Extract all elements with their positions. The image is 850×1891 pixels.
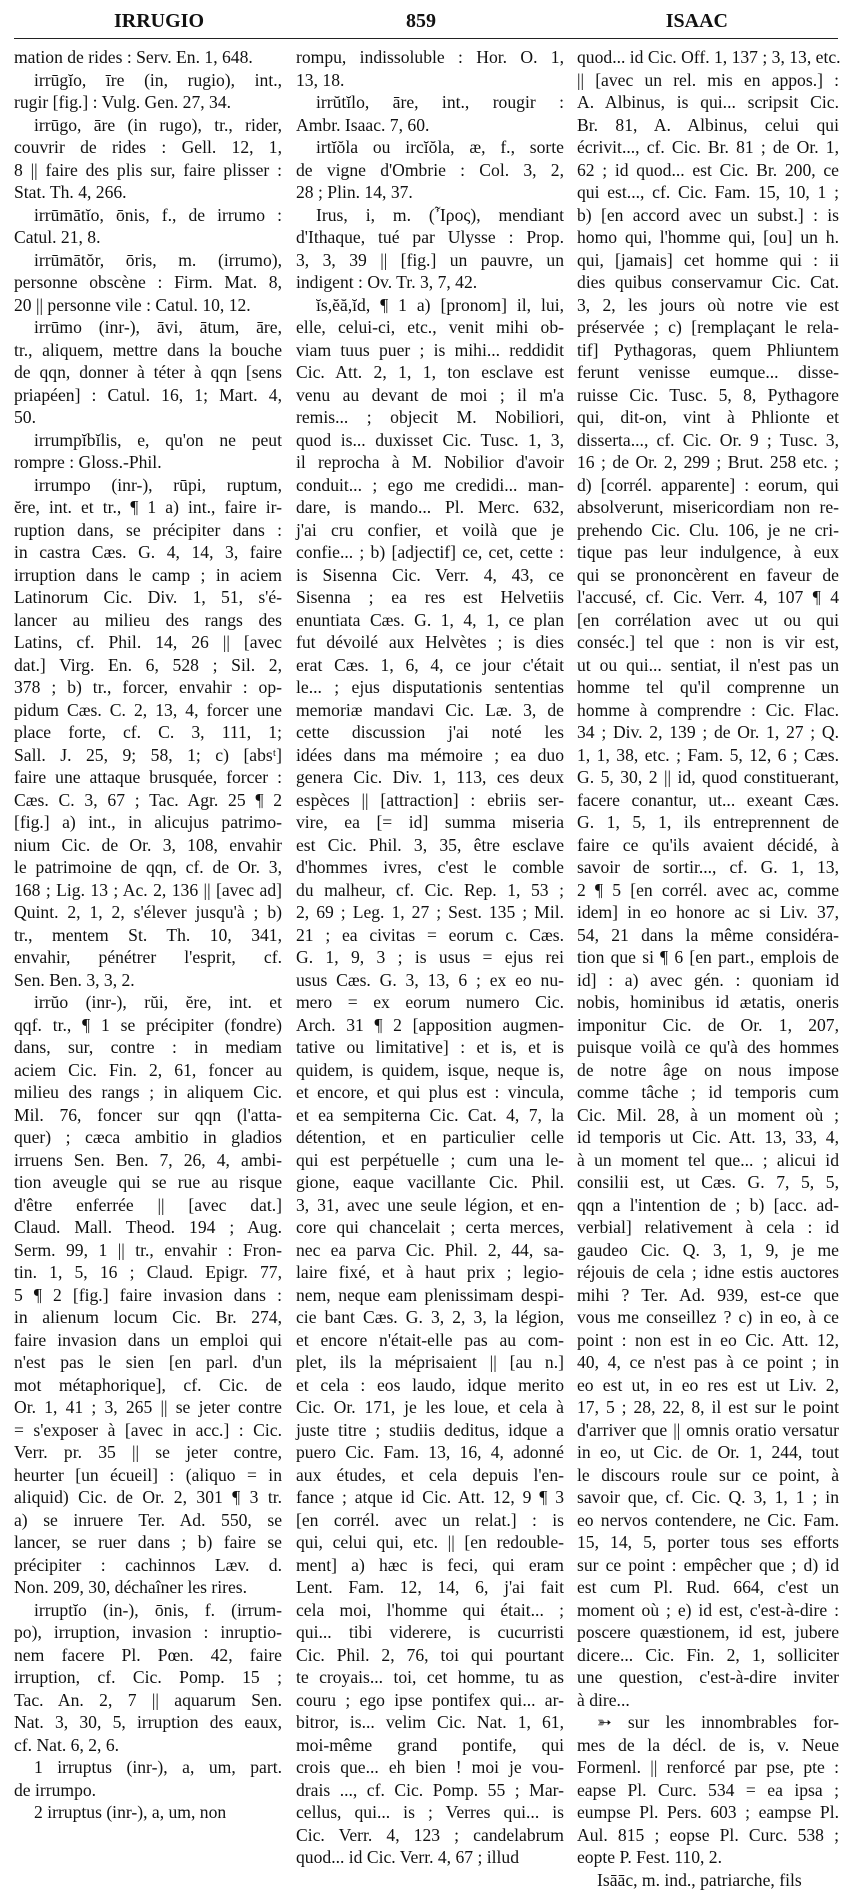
text-line: espèces || [attraction] : ebriis ser- [296,789,564,812]
text-line: Or. 1, 41 ; 3, 265 || se jeter contre [14,1396,282,1419]
text-line: 8 || faire des plis sur, faire plisser : [14,159,282,182]
text-line: viam tuus puer ; is mihi... reddidit [296,339,564,362]
text-line: faire invasion dans un emploi qui [14,1329,282,1352]
text-line: eapse Pl. Curc. 534 = ea ipsa ; [577,1779,839,1802]
text-line: poscere quæstionem, id est, jubere [577,1621,839,1644]
text-line: b) [en accord avec un subst.] : is [577,204,839,227]
text-line: A. Albinus, is qui... scripsit Cic. [577,91,839,114]
text-line: n'est pas le sien [en parl. d'un [14,1351,282,1374]
text-line: vire, ea [= id] summa miseria [296,811,564,834]
text-line: préservée ; c) [remplaçant le rela- [577,316,839,339]
text-line: aciem Cic. Fin. 2, 61, foncer au [14,1059,282,1082]
text-line: dat.] Virg. En. 6, 528 ; Sil. 2, [14,654,282,677]
text-line: est Cic. Phil. 3, 35, être esclave [296,834,564,857]
text-line: le... ; ejus disputationis sententias [296,676,564,699]
text-line: ĕre, int. et tr., ¶ 1 a) int., faire ir- [14,496,282,519]
text-line: sur ce point : empêcher que ; d) id [577,1554,839,1577]
entry-headword-line: irrŭtĭlo, āre, int., rougir : [296,91,564,114]
text-line: 3, 2, les jours où notre vie est [577,294,839,317]
text-line: Claud. Mall. Theod. 194 ; Aug. [14,1216,282,1239]
text-line: cf. Nat. 6, 2, 6. [14,1734,282,1757]
text-line: d'hommes ivres, c'est le comble [296,856,564,879]
text-line: tion aveugle qui se rue au risque [14,1171,282,1194]
text-line: consilii est, ut Cæs. G. 7, 5, 5, [577,1171,839,1194]
text-line: faire une attaque brusquée, forcer : [14,766,282,789]
text-line: prehendo Cic. Clu. 106, je ne cri- [577,519,839,542]
text-line: milieu des rangs ; in aliquem Cic. [14,1081,282,1104]
text-line: quidem, is quidem, isque, neque is, [296,1059,564,1082]
text-line: faire ce qu'ils avaient décidé, à [577,834,839,857]
text-line: personne obscène : Firm. Mat. 8, [14,271,282,294]
text-line: priapéen] : Catul. 16, 1; Mart. 4, [14,384,282,407]
text-line: écrivit..., cf. Cic. Br. 81 ; de Or. 1, [577,136,839,159]
entry-headword-line: ➳ sur les innombrables for- [577,1711,839,1734]
text-line: mation de rides : Serv. En. 1, 648. [14,46,282,69]
text-line: une question, c'est-à-dire inviter [577,1666,839,1689]
text-line: indigent : Ov. Tr. 3, 7, 42. [296,271,564,294]
text-line: [en corrélation avec ut ou qui [577,609,839,632]
text-line: Cic. Mil. 28, à un moment où ; [577,1104,839,1127]
text-line: idem] in eo honore ac si Liv. 37, [577,901,839,924]
text-line: point : non est in eo Cic. Att. 12, [577,1329,839,1352]
text-line: 2, 69 ; Leg. 1, 27 ; Sest. 135 ; Mil. [296,901,564,924]
text-line: et encore n'était-elle pas au com- [296,1329,564,1352]
text-line: lancer, se ruer dans ; b) faire se [14,1531,282,1554]
text-line: conduit... ; ego me credidi... man- [296,474,564,497]
text-line: comme tâche ; id temporis cum [577,1081,839,1104]
text-line: et encore, et qui plus est : vincula, [296,1081,564,1104]
text-line: d'arriver que || omnis oratio versatur [577,1419,839,1442]
entry-headword-line: ĭs,ĕă,ĭd, ¶ 1 a) [pronom] il, lui, [296,294,564,317]
entry-headword-line: Irus, i, m. (Ἶρος), mendiant [296,204,564,227]
text-line: dies quibus conservamur Cic. Cat. [577,271,839,294]
text-line: 1, 1, 38, etc. ; Fam. 5, 12, 6 ; Cæs. [577,744,839,767]
text-line: absolverunt, misericordiam non re- [577,496,839,519]
text-line: 62 ; id quod... est Cic. Br. 200, ce [577,159,839,182]
text-line: disserta..., cf. Cic. Or. 9 ; Tusc. 3, [577,429,839,452]
text-line: Quint. 2, 1, 2, s'élever jusqu'à ; b) [14,901,282,924]
text-line: 34 ; Div. 2, 139 ; de Or. 1, 27 ; Q. [577,721,839,744]
text-line: qui, celui qui, etc. || [en redouble- [296,1531,564,1554]
entry-headword-line: irrūmātŏr, ōris, m. (irrumo), [14,249,282,272]
text-line: nobis, hominibus id ætatis, oneris [577,991,839,1014]
text-line: mihi ? Ter. Ad. 939, est-ce que [577,1284,839,1307]
text-line: cette discussion j'ai noté les [296,721,564,744]
text-line: qui... tibi viderere, is cucurristi [296,1621,564,1644]
text-line: qui est..., cf. Cic. Fam. 15, 10, 1 ; [577,181,839,204]
text-line: Sen. Ben. 3, 3, 2. [14,969,282,992]
text-line: Latins, cf. Phil. 14, 26 || [avec [14,631,282,654]
text-line: quod is... duxisset Cic. Tusc. 1, 3, [296,429,564,452]
text-line: 13, 18. [296,69,564,92]
text-line: 3, 31, avec une seule légion, et en- [296,1194,564,1217]
text-line: drais ..., cf. Cic. Pomp. 55 ; Mar- [296,1779,564,1802]
text-line: il reprocha à M. Nobilior d'avoir [296,451,564,474]
running-header [14,8,838,39]
text-line: ut ou qui... sentiat, il n'est pas un [577,654,839,677]
text-line: est cum Pl. Rud. 664, c'est un [577,1576,839,1599]
text-line: homme tel qu'il comprenne un [577,676,839,699]
text-line: rugir [fig.] : Vulg. Gen. 27, 34. [14,91,282,114]
text-line: in castra Cæs. G. 4, 14, 3, faire [14,541,282,564]
text-line: dare, is mando... Pl. Merc. 632, [296,496,564,519]
text-line: Sall. J. 25, 9; 58, 1; c) [absᵗ] [14,744,282,767]
text-line: tion que si ¶ 6 [en part., emplois de [577,946,839,969]
entry-headword-line: irrūgĭo, īre (in, rugio), int., [14,69,282,92]
text-line: dans, sur, contre : in mediam [14,1036,282,1059]
text-line: quer) ; cæca ambitio in gladios [14,1126,282,1149]
text-line: id temporis ut Cic. Att. 13, 33, 4, [577,1126,839,1149]
text-line: cellus, qui... is ; Verres qui... is [296,1801,564,1824]
text-line: mes de la décl. de is, v. Neue [577,1734,839,1757]
text-line: à un moment tel que... ; alicui id [577,1149,839,1172]
text-line: nec ea parva Cic. Phil. 2, 44, sa- [296,1239,564,1262]
text-line: Latinorum Cic. Div. 1, 51, s'é- [14,586,282,609]
text-line: 28 ; Plin. 14, 37. [296,181,564,204]
text-line: gione, eaque vacillante Cic. Phil. [296,1171,564,1194]
text-line: mot métaphorique], cf. Cic. de [14,1374,282,1397]
text-line: 15, 14, 5, porter tous ses efforts [577,1531,839,1554]
text-line: Cic. Att. 2, 1, 1, ton esclave est [296,361,564,384]
text-line: bitror, is... velim Cic. Nat. 1, 61, [296,1711,564,1734]
text-line: plet, ils la méprisaient || [au n.] [296,1351,564,1374]
text-line: memoriæ mandavi Cic. Læ. 3, de [296,699,564,722]
entry-headword-line: 1 irruptus (inr-), a, um, part. [14,1756,282,1779]
column-right [577,46,839,1356]
text-line: rompre : Gloss.-Phil. [14,451,282,474]
text-line: puero Cic. Fam. 13, 16, 4, adonné [296,1441,564,1464]
text-line: nem facere Pl. Pœn. 42, faire [14,1644,282,1667]
text-line: ferunt venisse eumque... disse- [577,361,839,384]
text-line: tin. 1, 5, 16 ; Claud. Epigr. 77, [14,1261,282,1284]
text-line: le patrimoine de qqn, cf. de Or. 3, [14,856,282,879]
text-line: confie... ; b) [adjectif] ce, cet, cette : [296,541,564,564]
text-line: core qui chancelait ; certa merces, [296,1216,564,1239]
text-line: 17, 5 ; 28, 22, 8, il est sur le point [577,1396,839,1419]
text-line: Ambr. Isaac. 7, 60. [296,114,564,137]
text-line: is Sisenna Cic. Verr. 4, 43, ce [296,564,564,587]
text-line: heurter [un écueil] : (aliquo = in [14,1464,282,1487]
text-line: de notre âge on nous impose [577,1059,839,1082]
text-line: Cic. Or. 171, je les loue, et cela à [296,1396,564,1419]
text-line: Sisenna ; ea res est Helvetiis [296,586,564,609]
text-line: nem, neque eam plenissimam despi- [296,1284,564,1307]
text-line: Verr. pr. 35 || se jeter contre, [14,1441,282,1464]
column-middle [296,46,564,1356]
text-line: puisque voilà ce qu'à des hommes [577,1036,839,1059]
text-line: cela moi, l'homme qui était... ; [296,1599,564,1622]
column-left [14,46,282,1356]
text-line: Stat. Th. 4, 266. [14,181,282,204]
text-line: 54, 21 dans la même considéra- [577,924,839,947]
text-line: tif] Pythagoras, quem Phliuntem [577,339,839,362]
page-number: 859 [406,10,436,33]
text-line: eopte P. Fest. 110, 2. [577,1846,839,1869]
text-line: le discours roule sur ce point, à [577,1464,839,1487]
text-line: quod... id Cic. Off. 1, 137 ; 3, 13, etc. [577,46,839,69]
text-line: venu au devant de moi ; il m'a [296,384,564,407]
entry-headword-line: Isāāc, m. ind., patriarche, fils [577,1869,839,1891]
text-line: ruisse Cic. Tusc. 5, 8, Pythagore [577,384,839,407]
text-line: Tac. An. 2, 7 || aquarum Sen. [14,1689,282,1712]
text-line: Cic. Verr. 4, 123 ; candelabrum [296,1824,564,1847]
text-line: G. 5, 30, 2 || id, quod constituerant, [577,766,839,789]
text-line: fut dévoilé aux Helvètes ; is dies [296,631,564,654]
text-line: eumpse Pl. Pers. 603 ; eampse Pl. [577,1801,839,1824]
text-line: G. 1, 9, 3 ; is usus = ejus rei [296,946,564,969]
text-line: conséc.] tel que : non is vir est, [577,631,839,654]
text-line: quod... id Cic. Verr. 4, 67 ; illud [296,1846,564,1869]
text-line: 168 ; Lig. 13 ; Ac. 2, 136 || [avec ad] [14,879,282,902]
text-line: tr., aliquem, mettre dans la bouche [14,339,282,362]
header-right-guide-word: ISAAC [666,10,728,33]
entry-headword-line: irruptĭo (in-), ōnis, f. (irrum- [14,1599,282,1622]
text-line: précipiter : cachinnos Læv. d. [14,1554,282,1577]
entry-headword-line: irrūgo, āre (in rugo), tr., rider, [14,114,282,137]
text-line: ruption dans, se précipiter dans : [14,519,282,542]
text-line: elle, celui-ci, etc., venit mihi ob- [296,316,564,339]
text-line: = s'exposer à [avec in acc.] : Cic. [14,1419,282,1442]
text-line: Serm. 99, 1 || tr., envahir : Fron- [14,1239,282,1262]
text-line: Non. 209, 30, déchaîner les rires. [14,1576,282,1599]
entry-headword-line: irrumpĭbĭlis, e, qu'on ne peut [14,429,282,452]
text-line: j'ai cru confier, et voilà que je [296,519,564,542]
text-line: de qqn, donner à téter à qqn [sens [14,361,282,384]
text-line: aliquid) Cic. de Or. 2, 301 ¶ 3 tr. [14,1486,282,1509]
text-line: imponitur Cic. de Or. 1, 207, [577,1014,839,1037]
text-line: 40, 4, ce n'est pas à ce point ; in [577,1351,839,1374]
header-left-guide-word: IRRUGIO [114,10,204,33]
text-line: tr., mentem St. Th. 10, 341, [14,924,282,947]
text-line: savoir de sortir..., cf. G. 1, 13, [577,856,839,879]
text-line: gaudeo Cic. Q. 3, 1, 9, je me [577,1239,839,1262]
text-line: Mil. 76, foncer sur qqn (l'atta- [14,1104,282,1127]
text-line: irruens Sen. Ben. 7, 26, 4, ambi- [14,1149,282,1172]
text-line: Nat. 3, 30, 5, irruption des eaux, [14,1711,282,1734]
text-line: 5 ¶ 2 [fig.] faire invasion dans : [14,1284,282,1307]
text-line: id] : a) avec gén. : quoniam id [577,969,839,992]
text-line: 3, 3, 39 || [fig.] un pauvre, un [296,249,564,272]
text-line: Formenl. || renforcé par pse, pte : [577,1756,839,1779]
text-line: eo est ut, in eo res est ut Liv. 2, [577,1374,839,1397]
text-line: qui, [jamais] cet homme qui : ii [577,249,839,272]
text-line: d) [corrél. apparente] : eorum, qui [577,474,839,497]
text-line: irruption, cf. Cic. Pomp. 15 ; [14,1666,282,1689]
text-line: savoir que, cf. Cic. Q. 3, 1, 1 ; in [577,1486,839,1509]
text-line: Lent. Fam. 12, 14, 6, j'ai fait [296,1576,564,1599]
text-line: in alienum locum Cic. Br. 274, [14,1306,282,1329]
text-line: enuntiata Cæs. G. 1, 4, 1, ce plan [296,609,564,632]
text-line: 50. [14,406,282,429]
text-line: place forte, cf. C. 3, 111, 1; [14,721,282,744]
text-line: mero = ex eorum numero Cic. [296,991,564,1014]
text-line: 21 ; ea civitas = eorum c. Cæs. [296,924,564,947]
text-line: d'être enferrée || [avec dat.] [14,1194,282,1217]
text-line: 16 ; de Or. 2, 299 ; Brut. 258 etc. ; [577,451,839,474]
text-line: Cæs. C. 3, 67 ; Tac. Agr. 25 ¶ 2 [14,789,282,812]
text-line: Catul. 21, 8. [14,226,282,249]
text-line: [en corrél. avec un relat.] : is [296,1509,564,1532]
text-line: usus Cæs. G. 3, 13, 6 ; ex eo nu- [296,969,564,992]
entry-headword-line: irrūmo (inr-), āvi, ātum, āre, [14,316,282,339]
text-line: tative ou limitative] : et is, et is [296,1036,564,1059]
text-line: homo qui, l'homme qui, [ou] un h. [577,226,839,249]
entry-headword-line: irrŭo (inr-), rŭi, ĕre, int. et [14,991,282,1014]
text-line: à dire... [577,1689,839,1712]
text-line: po), irruption, invasion : inruptio- [14,1621,282,1644]
text-line: aux études, et cela depuis l'en- [296,1464,564,1487]
text-line: dicere... Cic. Fin. 2, 1, solliciter [577,1644,839,1667]
text-line: et cela : eos laudo, idque merito [296,1374,564,1397]
entry-headword-line: irrūmātĭo, ōnis, f., de irrumo : [14,204,282,227]
text-line: idées dans ma mémoire ; ea duo [296,744,564,767]
text-line: et ea sempiterna Cic. Cat. 4, 7, la [296,1104,564,1127]
text-line: qqn a l'intention de ; b) [acc. ad- [577,1194,839,1217]
text-line: d'Ithaque, tué par Ulysse : Prop. [296,226,564,249]
text-line: détention, et en particulier celle [296,1126,564,1149]
text-line: remis... ; objecit M. Nobiliori, [296,406,564,429]
text-line: Br. 81, A. Albinus, celui qui [577,114,839,137]
text-line: ment] a) hæc is feci, qui eram [296,1554,564,1577]
text-line: cie bant Cæs. G. 3, 2, 3, la légion, [296,1306,564,1329]
text-line: du malheur, cf. Cic. Rep. 1, 53 ; [296,879,564,902]
text-line: nium Cic. de Or. 3, 108, envahir [14,834,282,857]
text-line: de vigne d'Ombrie : Col. 3, 2, [296,159,564,182]
entry-headword-line: irrumpo (inr-), rūpi, ruptum, [14,474,282,497]
text-line: réjouis de cela ; idne estis auctores [577,1261,839,1284]
text-line: qui se prononcèrent en faveur de [577,564,839,587]
text-line: couru ; ego ipse pontifex qui... ar- [296,1689,564,1712]
text-line: Arch. 31 ¶ 2 [apposition augmen- [296,1014,564,1037]
text-line: verbial] relativement à cela : id [577,1216,839,1239]
text-line: crois que... eh bien ! moi je vou- [296,1756,564,1779]
text-line: moi-même grand pontife, qui [296,1734,564,1757]
text-line: vous me conseillez ? c) in eo, à ce [577,1306,839,1329]
entry-headword-line: irtĭŏla ou ircĭŏla, æ, f., sorte [296,136,564,159]
text-line: erat Cæs. 1, 6, 4, ce jour c'était [296,654,564,677]
text-line: 378 ; b) tr., forcer, envahir : op- [14,676,282,699]
text-line: te croyais... toi, cet homme, tu as [296,1666,564,1689]
text-line: 2 ¶ 5 [en corrél. avec ac, comme [577,879,839,902]
text-line: fance ; atque id Cic. Att. 12, 9 ¶ 3 [296,1486,564,1509]
text-line: qqf. tr., ¶ 1 se précipiter (fondre) [14,1014,282,1037]
text-line: pidum Cæs. C. 2, 13, 4, forcer une [14,699,282,722]
text-line: de irrumpo. [14,1779,282,1802]
text-line: genera Cic. Div. 1, 113, ces deux [296,766,564,789]
text-line: l'accusé, cf. Cic. Verr. 4, 107 ¶ 4 [577,586,839,609]
text-line: laire fixé, et à haut prix ; legio- [296,1261,564,1284]
text-line: eo nervos contendere, ne Cic. Fam. [577,1509,839,1532]
text-line: juste titre ; studiis deditus, idque a [296,1419,564,1442]
text-line: couvrir de rides : Gell. 12, 1, [14,136,282,159]
entry-headword-line: 2 irruptus (inr-), a, um, non [14,1801,282,1824]
text-line: G. 1, 5, 1, ils entreprennent de [577,811,839,834]
text-line: 20 || personne vile : Catul. 10, 12. [14,294,282,317]
text-line: in eo, ut Cic. de Or. 1, 244, tout [577,1441,839,1464]
text-line: Aul. 815 ; eopse Pl. Curc. 538 ; [577,1824,839,1847]
text-line: rompu, indissoluble : Hor. O. 1, [296,46,564,69]
text-line: qui est perpétuelle ; cum una le- [296,1149,564,1172]
text-line: Cic. Phil. 2, 76, toi qui pourtant [296,1644,564,1667]
text-line: envahir, pénétrer l'esprit, cf. [14,946,282,969]
text-line: facere conantur, ut... exeant Cæs. [577,789,839,812]
text-line: homme à comprendre : Cic. Flac. [577,699,839,722]
text-line: irruption dans le camp ; in aciem [14,564,282,587]
text-line: tique pas leur indulgence, à eux [577,541,839,564]
text-line: [fig.] a) int., in alicujus patrimo- [14,811,282,834]
text-line: moment où ; e) id est, c'est-à-dire : [577,1599,839,1622]
text-line: qui, dit-on, vint à Phlionte et [577,406,839,429]
text-line: || [avec un rel. mis en appos.] : [577,69,839,92]
text-line: lancer au milieu des rangs des [14,609,282,632]
text-line: a) se inruere Ter. Ad. 550, se [14,1509,282,1532]
